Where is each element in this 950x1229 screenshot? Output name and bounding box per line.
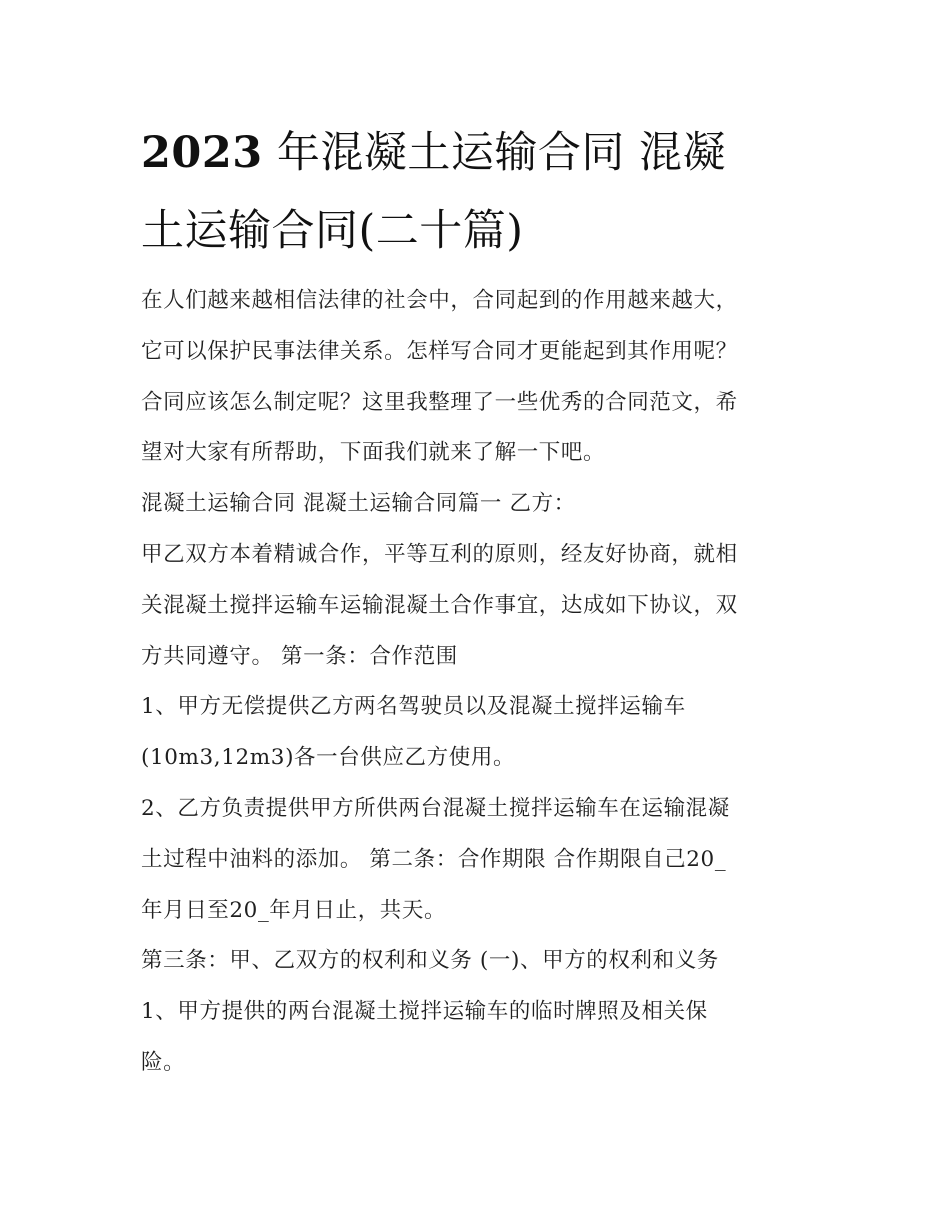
title-line-1-text: 年混凝土运输合同 混凝 [276, 128, 727, 178]
section-heading [141, 479, 821, 530]
document-body [141, 276, 821, 1089]
document-title [141, 114, 821, 270]
text-line: 方共同遵守。 第一条：合作范围 [141, 643, 458, 669]
text-line: 在人们越来越相信法律的社会中，合同起到的作用越来越大， [141, 288, 738, 313]
text-line: 2、乙方负责提供甲方所供两台混凝土搅拌运输车在运输混凝 [141, 795, 730, 821]
text-line: 第三条：甲、乙双方的权利和义务 (一)、甲方的权利和义务 [141, 948, 719, 974]
text-line: 年月日至20_年月日止，共天。 [141, 897, 447, 923]
text-line: 它可以保护民事法律关系。怎样写合同才更能起到其作用呢？ [141, 338, 738, 364]
text-line: 土过程中油料的添加。 第二条：合作期限 合作期限自己20_ [141, 846, 727, 872]
title-line-2: 土运输合同(二十篇) [141, 206, 524, 256]
clause-2 [141, 784, 821, 936]
agreement-paragraph [141, 530, 821, 682]
text-line: (10m3,12m3)各一台供应乙方使用。 [141, 745, 516, 771]
title-year: 2023 [141, 128, 263, 178]
text-line: 合同应该怎么制定呢？这里我整理了一些优秀的合同范文，希 [141, 389, 738, 415]
text-line: 关混凝土搅拌运输车运输混凝土合作事宜，达成如下协议，双 [141, 592, 738, 618]
text-line: 望对大家有所帮助，下面我们就来了解一下吧。 [141, 440, 606, 466]
text-line: 甲乙双方本着精诚合作，平等互利的原则，经友好协商，就相 [141, 541, 738, 567]
text-line: 混凝土运输合同 混凝土运输合同篇一 乙方： [141, 491, 576, 517]
text-line: 险。 [141, 1049, 186, 1075]
text-line: 1、甲方无偿提供乙方两名驾驶员以及混凝土搅拌运输车 [141, 694, 686, 720]
text-line: 1、甲方提供的两台混凝土搅拌运输车的临时牌照及相关保 [141, 999, 708, 1025]
article-3-clause-1 [141, 987, 821, 1089]
title-line-1 [141, 114, 821, 192]
intro-paragraph [141, 276, 821, 479]
clause-1 [141, 682, 821, 784]
article-3-heading [141, 936, 821, 987]
